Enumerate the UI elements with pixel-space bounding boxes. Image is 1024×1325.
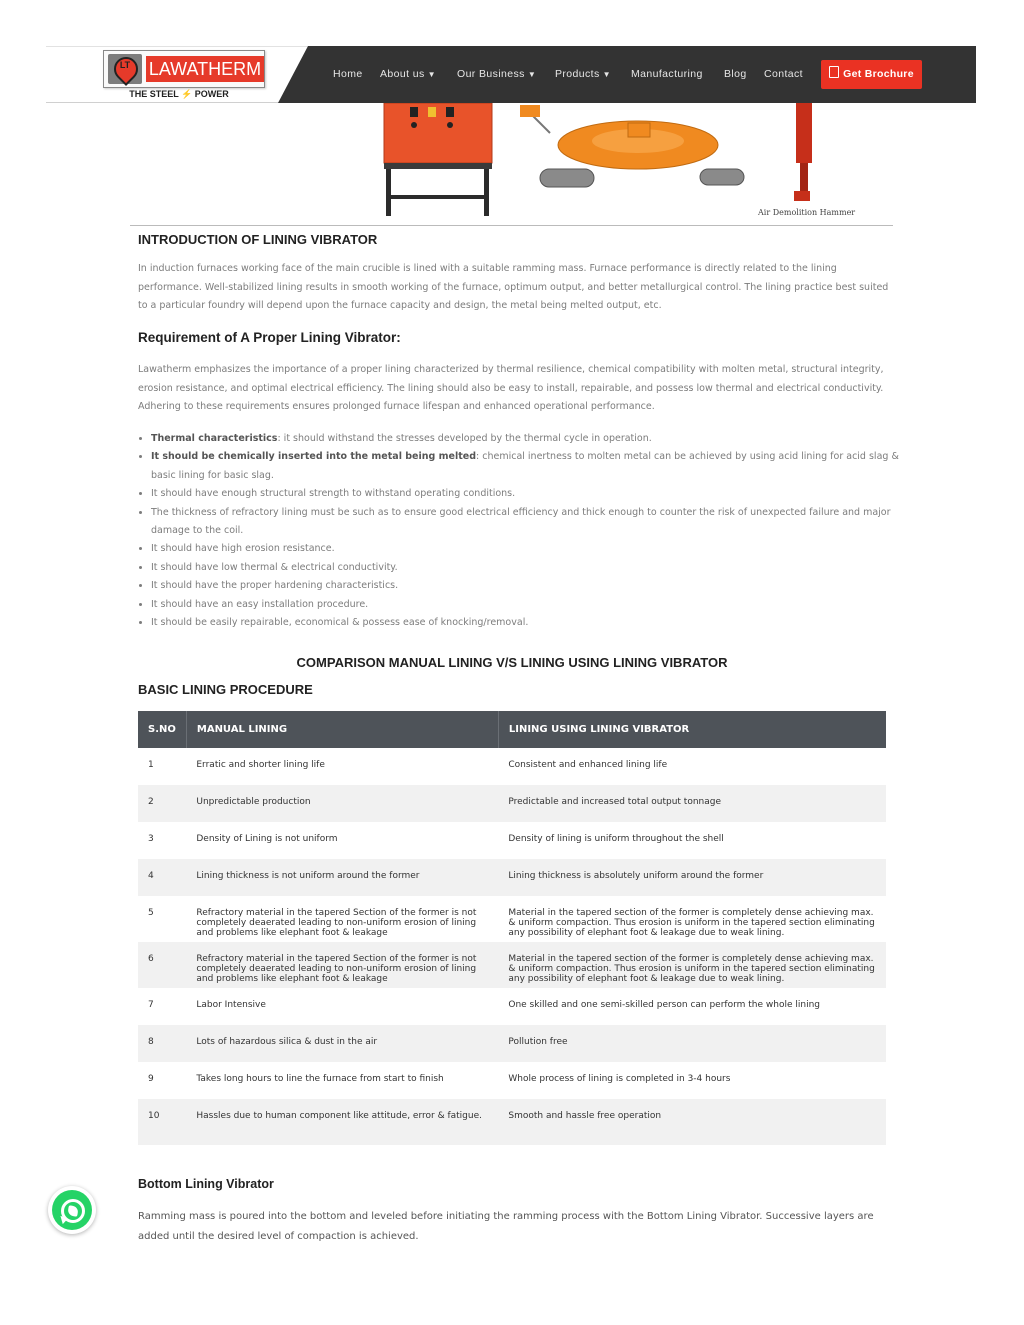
row-vibrator: Material in the tapered section of the former is completely dense achieving max. & uniform compaction. Thus erosion is uniform in the tapered section eliminating any possibility of elephant foot & leakage due to weak lining. [508,908,875,938]
row-vibrator: Pollution free [498,1025,886,1062]
nav-manufacturing[interactable] [631,68,703,80]
row-manual: Hassles due to human component like attitude, error & fatigue. [186,1099,498,1145]
row-sno: 5 [148,908,154,918]
logo-initials: LT [119,60,131,70]
list-item: • It should have low thermal & electrical conductivity. [151,559,903,577]
requirement-list [138,430,903,632]
chevron-down-icon: ▼ [427,70,436,79]
row-manual: Takes long hours to line the furnace from start to finish [196,1074,444,1084]
row-manual: Refractory material in the tapered Section of the former is not completely deaerated leading to non-uniform erosion of lining and problems like elephant foot & leakage [196,908,477,938]
nav-blog-label: Blog [724,68,747,80]
row-sno: 4 [138,859,186,896]
section-divider [130,225,893,226]
table-row [138,1025,886,1062]
comparison-table [138,711,886,1145]
row-manual: Labor Intensive [196,1000,266,1010]
table-header-row [138,711,886,748]
bottom-lining-title: Bottom Lining Vibrator [138,1177,274,1191]
get-brochure-label: Get Brochure [843,68,914,80]
row-sno: 10 [138,1099,186,1145]
table-row [138,1062,886,1099]
row-sno: 3 [148,834,154,844]
table-row [138,988,886,1025]
bottom-lining-paragraph: Ramming mass is poured into the bottom and leveled before initiating the ramming process with the Bottom Lining Vibrator. Successive layers are added until the desired level of compaction is achieved. [138,1211,874,1242]
nav-products[interactable] [555,68,611,80]
list-item: • It should have high erosion resistance. [151,540,903,558]
row-vibrator: Whole process of lining is completed in 3-4 hours [508,1074,731,1084]
pdf-icon [829,66,839,78]
row-vibrator: Predictable and increased total output tonnage [498,785,886,822]
nav-blog[interactable] [724,68,747,80]
nav-products-label: Products [555,68,600,80]
table-row [138,896,886,942]
row-vibrator: Lining thickness is absolutely uniform around the former [498,859,886,896]
site-logo[interactable] [103,50,265,102]
comparison-title: COMPARISON MANUAL LINING V/S LINING USING LINING VIBRATOR [296,655,728,670]
table-row [138,1099,886,1145]
requirement-paragraph: Lawatherm emphasizes the importance of a proper lining characterized by thermal resilience, chemical compatibility with molten metal, structural integrity, erosion resistance, and optimal electrical efficiency. The lining should also be easy to install, repairable, and possess low thermal and electrical conductivity. Adhering to these requirements ensures prolonged furnace lifespan and enhanced operational performance. [138,364,884,412]
table-row [138,822,886,859]
row-vibrator: Material in the tapered section of the former is completely dense achieving max. & uniform compaction. Thus erosion is uniform in the tapered section eliminating any possibility of elephant foot & leakage due to weak lining. [498,942,886,988]
intro-paragraph: In induction furnaces working face of the main crucible is lined with a suitable ramming mass. Furnace performance is directly related to the lining performance. Well-stabilized lining results in smooth working of the furnace, optimum output, and better metallurgical control. The lining practice best suited to a particular foundry will depend upon the furnace capacity and design, the metal being melted output, etc. [138,263,889,311]
logo-frame [103,50,265,88]
row-manual: Lots of hazardous silica & dust in the air [186,1025,498,1062]
nav-home-label: Home [333,68,363,80]
list-item: • It should be easily repairable, economical & possess ease of knocking/removal. [151,614,903,632]
whatsapp-icon [52,1190,92,1230]
row-manual: Density of Lining is not uniform [196,834,338,844]
logo-name: LAWATHERM [146,56,264,82]
nav-our-business[interactable] [457,68,536,80]
list-item: • Thermal characteristics: it should withstand the stresses developed by the thermal cycle in operation. [151,430,903,448]
list-item: • It should be chemically inserted into the metal being melted: chemical inertness to molten metal can be achieved by using acid lining for acid slag & basic lining for basic slag. [151,448,903,485]
chevron-down-icon: ▼ [602,70,611,79]
table-row [138,859,886,896]
row-vibrator: One skilled and one semi-skilled person can perform the whole lining [508,1000,820,1010]
nav-contact-label: Contact [764,68,803,80]
nav-about-us[interactable] [380,68,436,80]
header-sno: S.NO [138,711,186,748]
row-manual: Refractory material in the tapered Section of the former is not completely deaerated leading to non-uniform erosion of lining and problems like elephant foot & leakage [186,942,498,988]
logo-pin-icon [108,54,142,84]
nav-manufacturing-label: Manufacturing [631,68,703,80]
requirement-title: Requirement of A Proper Lining Vibrator: [138,330,401,345]
table-row [138,748,886,785]
row-vibrator: Smooth and hassle free operation [498,1099,886,1145]
table-row [138,942,886,988]
row-sno: 8 [138,1025,186,1062]
row-manual: Lining thickness is not uniform around the former [186,859,498,896]
row-vibrator: Consistent and enhanced lining life [508,760,668,770]
list-item: • The thickness of refractory lining must be such as to ensure good electrical efficiency and thick enough to counter the risk of unexpected failure and major damage to the coil. [151,504,903,541]
list-item: • It should have enough structural strength to withstand operating conditions. [151,485,903,503]
header-manual-lining: MANUAL LINING [186,711,498,748]
header-bottom-border [46,102,308,103]
nav-contact[interactable] [764,68,803,80]
nav-our-business-label: Our Business [457,68,525,80]
table-row [138,785,886,822]
header-vibrator-lining: LINING USING LINING VIBRATOR [498,711,886,748]
row-sno: 7 [148,1000,154,1010]
row-manual: Erratic and shorter lining life [196,760,325,770]
header-top-border [46,46,308,47]
list-item: • It should have the proper hardening characteristics. [151,577,903,595]
chevron-down-icon: ▼ [527,70,537,79]
row-sno: 1 [148,760,154,770]
row-sno: 2 [138,785,186,822]
nav-home[interactable] [333,68,363,80]
list-item: • It should have an easy installation procedure. [151,596,903,614]
logo-tagline: THE STEEL ⚡ POWER [129,89,229,99]
hero-caption: Air Demolition Hammer [758,208,856,217]
whatsapp-button[interactable] [48,1186,96,1234]
row-sno: 9 [148,1074,154,1084]
nav-about-us-label: About us [380,68,425,80]
row-sno: 6 [138,942,186,988]
row-manual: Unpredictable production [186,785,498,822]
get-brochure-button[interactable] [821,60,922,89]
intro-title: INTRODUCTION OF LINING VIBRATOR [138,232,378,247]
comparison-subtitle: BASIC LINING PROCEDURE [138,682,313,697]
product-hero-image [370,103,860,218]
row-vibrator: Density of lining is uniform throughout the shell [508,834,724,844]
